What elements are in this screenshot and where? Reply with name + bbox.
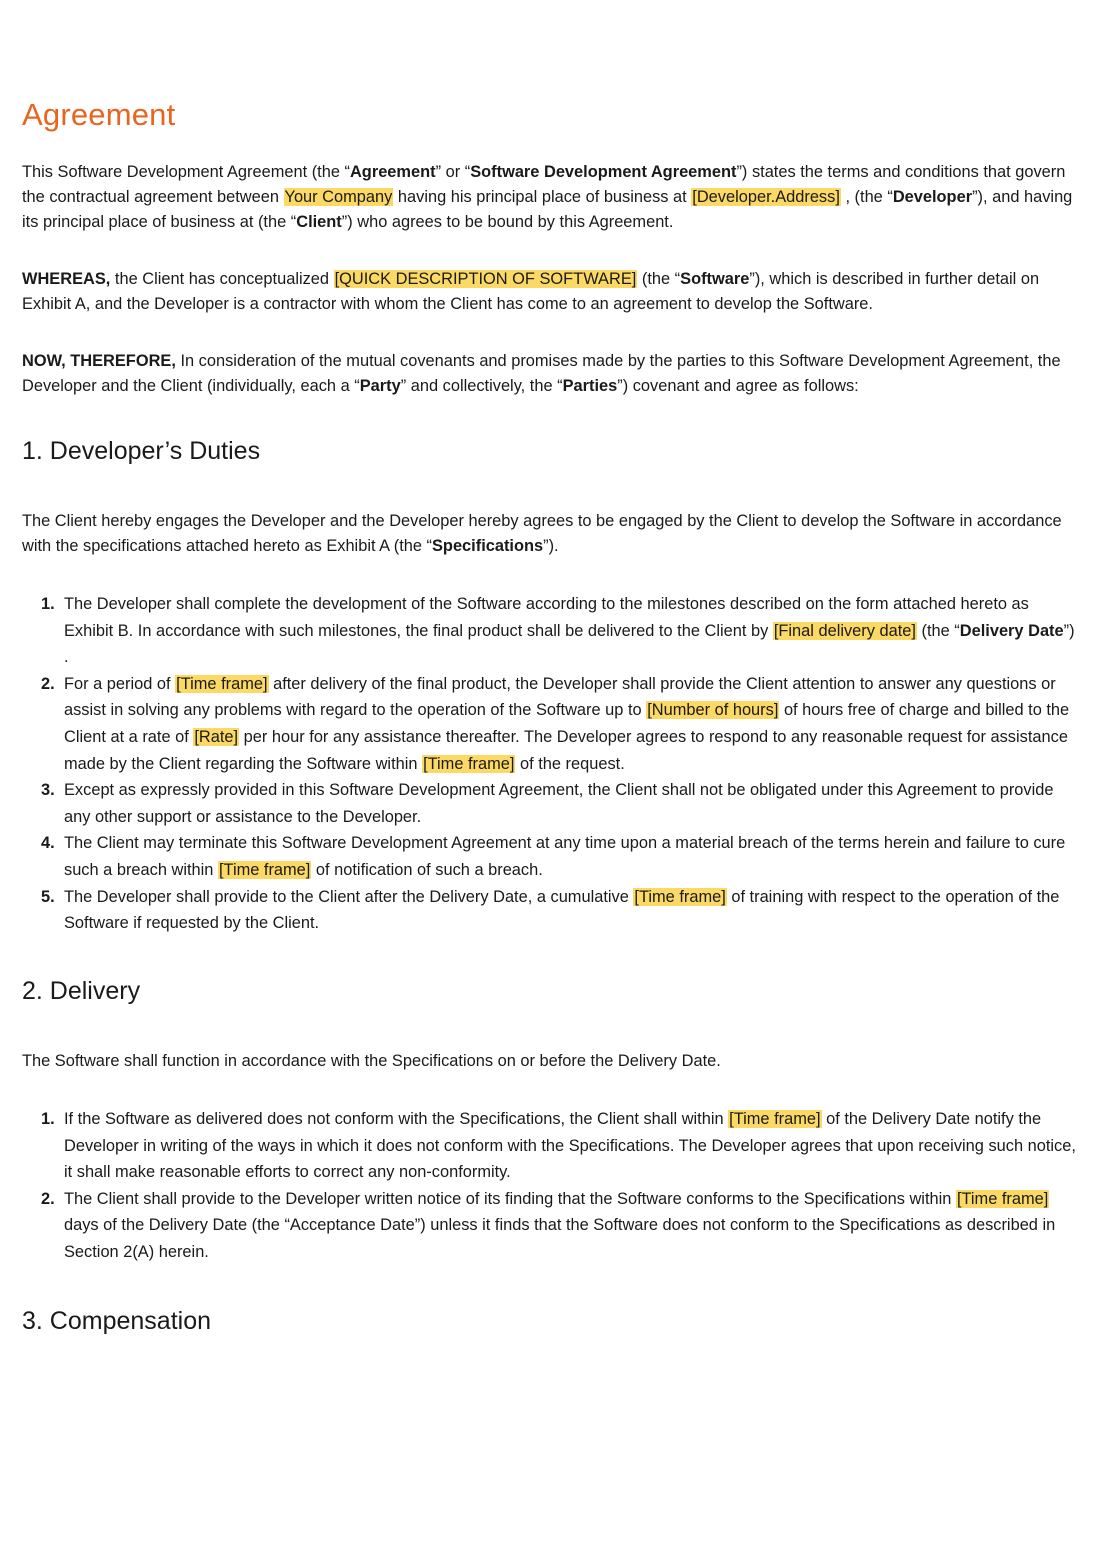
placeholder-time-frame: [Time frame] xyxy=(729,1110,821,1128)
placeholder-number-of-hours: [Number of hours] xyxy=(647,701,779,720)
placeholder-time-frame: [Time frame] xyxy=(176,674,268,693)
section2-list xyxy=(22,1106,1080,1266)
list-item: 2. For a period of [Time frame] after delivery of the final product, the Developer shall provide the Client attention to answer any questions or assist in solving any problems with regard to the operation of the Software up to [Number of hours] of hours free of charge and billed to the Client at a rate of [Rate] per hour for any assistance thereafter. The Developer agrees to respond to any reasonable request for assistance made by the Client regarding the Software within [Time frame] of the request. xyxy=(41,674,1070,773)
placeholder-time-frame: [Time frame] xyxy=(423,754,515,773)
section1-intro: The Client hereby engages the Developer and the Developer hereby agrees to be engaged by the Client to develop the Software in accordance with the specifications attached hereto as Exhibit A (the “Specifications”). xyxy=(22,512,1062,555)
placeholder-software-description: [QUICK DESCRIPTION OF SOFTWARE] xyxy=(334,270,637,288)
placeholder-time-frame: [Time frame] xyxy=(956,1189,1049,1208)
placeholder-developer-address: [Developer.Address] xyxy=(692,188,840,206)
placeholder-rate: [Rate] xyxy=(194,727,239,746)
list-item: 4. The Client may terminate this Software Development Agreement at any time upon a material breach of the terms herein and failure to cure such a breach within [Time frame] of notification of such a breach. xyxy=(41,834,1066,879)
section1-list xyxy=(22,591,1080,937)
list-item: 2. The Client shall provide to the Developer written notice of its finding that the Software conforms to the Specifications within [Time frame] days of the Delivery Date (the “Acceptance Date”) unless it finds that the Software does not conform to the Specifications as described in Section 2(A) herein. xyxy=(41,1189,1056,1261)
list-item: 1. The Developer shall complete the development of the Software according to the milestones described on the form attached hereto as Exhibit B. In accordance with such milestones, the final product shall be delivered to the Client by [Final delivery date] (the “Delivery Date”) . xyxy=(41,595,1075,667)
list-item: 5. The Developer shall provide to the Client after the Delivery Date, a cumulative [Time frame] of training with respect to the operation of the Software if requested by the Client. xyxy=(41,887,1060,933)
section-heading-compensation: 3. Compensation xyxy=(22,1307,212,1335)
list-item: 3. Except as expressly provided in this Software Development Agreement, the Client shall not be obligated under this Agreement to provide any other support or assistance to the Developer. xyxy=(41,781,1054,826)
intro-paragraph: This Software Development Agreement (the “Agreement” or “Software Development Agreement”) states the terms and conditions that govern the contractual agreement between Your Company having his principal place of business at [Developer.Address] , (the “Developer”), and having its principal place of business at (the “Client”) who agrees to be bound by this Agreement. xyxy=(22,163,1073,231)
placeholder-time-frame: [Time frame] xyxy=(218,860,311,879)
placeholder-your-company: Your Company xyxy=(284,188,393,206)
whereas-paragraph: WHEREAS, the Client has conceptualized [QUICK DESCRIPTION OF SOFTWARE] (the “Software”), which is described in further detail on Exhibit A, and the Developer is a contractor with whom the Client has come to an agreement to develop the Software. xyxy=(22,270,1040,313)
section-heading-delivery: 2. Delivery xyxy=(22,977,141,1005)
list-item: 1. If the Software as delivered does not conform with the Specifications, the Client shall within [Time frame] of the Delivery Date notify the Developer in writing of the ways in which it does not conform with the Specifications. The Developer agrees that upon receiving such notice, it shall make reasonable efforts to correct any non-conformity. xyxy=(41,1110,1076,1182)
section-heading-developers-duties: 1. Developer’s Duties xyxy=(22,437,261,465)
page-title: Agreement xyxy=(22,97,176,132)
placeholder-time-frame: [Time frame] xyxy=(634,887,726,906)
therefore-paragraph: NOW, THEREFORE, In consideration of the mutual covenants and promises made by the parties to this Software Development Agreement, the Developer and the Client (individually, each a “Party” and collectively, the “Parties”) covenant and agree as follows: xyxy=(22,352,1061,395)
placeholder-final-delivery-date: [Final delivery date] xyxy=(773,621,916,640)
section2-intro: The Software shall function in accordance with the Specifications on or before the Delivery Date. xyxy=(22,1052,721,1070)
